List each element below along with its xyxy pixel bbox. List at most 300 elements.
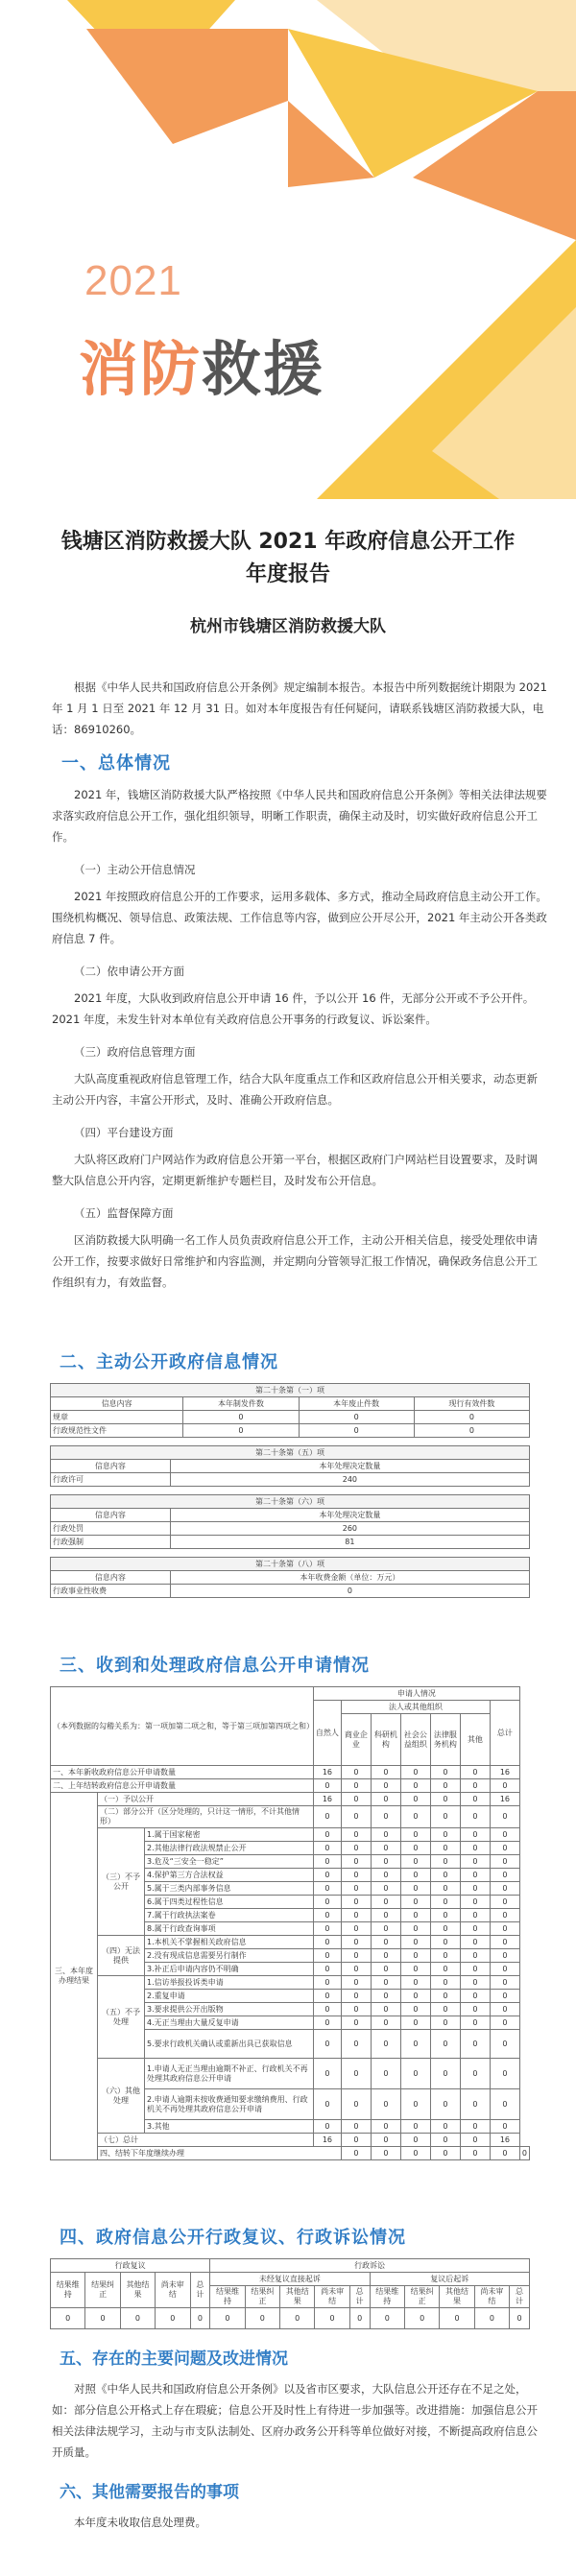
table-cell: 总计 bbox=[349, 2286, 370, 2308]
table-value-cell: 0 bbox=[490, 1990, 519, 2003]
table-value-cell: 0 bbox=[490, 2030, 519, 2059]
table-value-cell: 0 bbox=[371, 1882, 400, 1896]
table-cell: 法律服务机构 bbox=[430, 1714, 460, 1766]
table-value-cell: 0 bbox=[280, 2308, 315, 2329]
table-cell: 四、结转下年度继续办理 bbox=[98, 2147, 342, 2160]
table-value-cell: 0 bbox=[490, 1976, 519, 1990]
section-1-paragraph: 2021 年，钱塘区消防救援大队严格按照《中华人民共和国政府信息公开条例》等相关法律法规要求落实政府信息公开工作，强化组织领导，明晰工作职责，确保主动及时，切实做好政府信息公开工作。 bbox=[52, 788, 547, 844]
banner bbox=[0, 0, 576, 499]
table-value-cell: 0 bbox=[313, 2016, 341, 2030]
table-value-cell: 0 bbox=[400, 1922, 430, 1936]
table-value-cell: 0 bbox=[313, 2003, 341, 2016]
table-value-cell: 0 bbox=[341, 1869, 371, 1882]
table-cell: 结果维持 bbox=[51, 2273, 85, 2308]
table-value-cell: 0 bbox=[210, 2308, 245, 2329]
table-cell: 本年处理决定数量 bbox=[170, 1509, 529, 1522]
table-cell: 未经复议直接起诉 bbox=[210, 2273, 370, 2286]
table-cell: 复议后起诉 bbox=[370, 2273, 529, 2286]
table-value-cell: 0 bbox=[341, 2030, 371, 2059]
table-cell: 3.其他 bbox=[145, 2120, 314, 2134]
table-value-cell: 0 bbox=[404, 2308, 439, 2329]
table-cell: 2.重复申请 bbox=[145, 1990, 314, 2003]
section-6-heading: 六、其他需要报告的事项 bbox=[60, 2483, 239, 2502]
table-value-cell: 0 bbox=[430, 1882, 460, 1896]
document-title-line2: 年度报告 bbox=[245, 562, 330, 586]
table-value-cell: 0 bbox=[371, 2030, 400, 2059]
banner-title-part-a: 消防 bbox=[79, 334, 203, 404]
table-value-cell: 0 bbox=[341, 1990, 371, 2003]
table-value-cell: 0 bbox=[341, 1766, 371, 1779]
table-value-cell: 0 bbox=[371, 1909, 400, 1922]
banner-title-part-b: 救援 bbox=[202, 334, 325, 404]
table-value-cell: 0 bbox=[400, 1766, 430, 1779]
table-value-cell: 0 bbox=[400, 2120, 430, 2134]
table-value-cell: 0 bbox=[400, 2030, 430, 2059]
table-cell: 其他 bbox=[460, 1714, 490, 1766]
table-cell: 现行有效件数 bbox=[414, 1397, 529, 1411]
table-cell: 结果纠正 bbox=[245, 2286, 279, 2308]
table-cell: 申请人情况 bbox=[313, 1687, 519, 1701]
table-value-cell: 0 bbox=[341, 1855, 371, 1869]
table-value-cell: 0 bbox=[460, 1976, 490, 1990]
table-cell: 5.要求行政机关确认或重新出具已获取信息 bbox=[145, 2030, 314, 2059]
table-value-cell: 0 bbox=[341, 2147, 371, 2160]
table-value-cell: 0 bbox=[245, 2308, 279, 2329]
table-cell: 1.信访举报投诉类申请 bbox=[145, 1976, 314, 1990]
table-cell: 尚未审结 bbox=[315, 2286, 349, 2308]
table-value-cell: 0 bbox=[460, 1828, 490, 1842]
table-cell: 2.没有现成信息需要另行制作 bbox=[145, 1949, 314, 1963]
banner-graphic bbox=[0, 0, 576, 499]
table-cell: 一、本年新收政府信息公开申请数量 bbox=[51, 1766, 314, 1779]
table-cell: 第二十条第（六）项 bbox=[51, 1495, 530, 1509]
table-value-cell: 0 bbox=[460, 2030, 490, 2059]
table-value-cell: 0 bbox=[313, 1855, 341, 1869]
table-cell: 总计 bbox=[490, 1701, 519, 1766]
table-cell: 0 bbox=[170, 1585, 529, 1598]
table-value-cell: 0 bbox=[313, 1896, 341, 1909]
table-cell: 信息内容 bbox=[51, 1571, 171, 1585]
table-value-cell: 0 bbox=[400, 1896, 430, 1909]
table-cell: 总计 bbox=[190, 2273, 210, 2308]
table-value-cell: 0 bbox=[490, 1963, 519, 1976]
table-value-cell: 0 bbox=[120, 2308, 155, 2329]
table-cell: 结果维持 bbox=[210, 2286, 245, 2308]
table-cell: 其他结果 bbox=[280, 2286, 315, 2308]
table-cell: 本年处理决定数量 bbox=[170, 1460, 529, 1473]
table-value-cell: 0 bbox=[430, 2059, 460, 2089]
table-cell: 行政规范性文件 bbox=[51, 1424, 183, 1438]
table-cell: 行政事业性收费 bbox=[51, 1585, 171, 1598]
table-value-cell: 0 bbox=[460, 1882, 490, 1896]
table-value-cell: 0 bbox=[371, 1869, 400, 1882]
table-cell: 0 bbox=[414, 1424, 529, 1438]
document-subtitle: 杭州市钱塘区消防救援大队 bbox=[190, 617, 386, 636]
table-cell: 其他结果 bbox=[440, 2286, 474, 2308]
table-value-cell: 0 bbox=[341, 1922, 371, 1936]
table-value-cell: 16 bbox=[313, 1766, 341, 1779]
table-cell: 8.属于行政查询事项 bbox=[145, 1922, 314, 1936]
section-4-heading: 四、政府信息公开行政复议、行政诉讼情况 bbox=[60, 2228, 406, 2248]
table-cell: 3.危及“三安全一稳定” bbox=[145, 1855, 314, 1869]
subsection-2-heading: （二）依申请公开方面 bbox=[74, 965, 184, 978]
table-value-cell: 16 bbox=[313, 1793, 341, 1806]
table-value-cell: 0 bbox=[400, 1806, 430, 1828]
table-cell: 结果纠正 bbox=[404, 2286, 439, 2308]
table-value-cell: 0 bbox=[400, 2059, 430, 2089]
table-value-cell: 0 bbox=[313, 1922, 341, 1936]
table-cell: 4.保护第三方合法权益 bbox=[145, 1869, 314, 1882]
table-cell: 科研机构 bbox=[371, 1714, 400, 1766]
table-value-cell: 0 bbox=[341, 1882, 371, 1896]
table-cell: 行政诉讼 bbox=[210, 2259, 530, 2273]
proactive-disclosure-table bbox=[50, 1383, 530, 1438]
table-value-cell: 0 bbox=[341, 2120, 371, 2134]
table-cell: 尚未审结 bbox=[156, 2273, 190, 2308]
subsection-4-heading: （四）平台建设方面 bbox=[74, 1126, 174, 1139]
table-value-cell: 0 bbox=[460, 2147, 490, 2160]
table-value-cell: 0 bbox=[430, 1828, 460, 1842]
table-value-cell: 16 bbox=[490, 1766, 519, 1779]
table-value-cell: 0 bbox=[440, 2308, 474, 2329]
table-value-cell: 0 bbox=[490, 2120, 519, 2134]
table-value-cell: 0 bbox=[430, 2134, 460, 2147]
table-value-cell: 0 bbox=[371, 1922, 400, 1936]
table-cell: 0 bbox=[183, 1411, 299, 1424]
table-value-cell: 0 bbox=[156, 2308, 190, 2329]
table-value-cell: 0 bbox=[430, 1963, 460, 1976]
table-value-cell: 0 bbox=[400, 1779, 430, 1793]
table-cell: 4.无正当理由大量反复申请 bbox=[145, 2016, 314, 2030]
section-5-paragraph: 对照《中华人民共和国政府信息公开条例》以及省市区要求，大队信息公开还存在不足之处，如：部分信息公开格式上存在瑕疵；信息公开及时性上有待进一步加强等。改进措施：加强信息公开相关法律法规学习，主动与市支队法制处、区府办政务公开科等单位做好对接，不断提高政府信息公开质量。 bbox=[52, 2382, 538, 2459]
table-value-cell: 0 bbox=[490, 1828, 519, 1842]
table-cell: 1.本机关不掌握相关政府信息 bbox=[145, 1936, 314, 1949]
proactive-disclosure-table-8 bbox=[50, 1557, 530, 1598]
table-cell: 尚未审结 bbox=[474, 2286, 509, 2308]
table-value-cell: 0 bbox=[313, 2089, 341, 2120]
table-value-cell: 0 bbox=[430, 1922, 460, 1936]
table-value-cell: 0 bbox=[460, 1779, 490, 1793]
table-value-cell: 0 bbox=[400, 2134, 430, 2147]
closing-sections bbox=[0, 2345, 576, 2533]
table-value-cell: 0 bbox=[313, 2120, 341, 2134]
table-cell: 信息内容 bbox=[51, 1460, 171, 1473]
table-cell: 本年制发件数 bbox=[183, 1397, 299, 1411]
table-value-cell: 0 bbox=[313, 1976, 341, 1990]
table-value-cell: 0 bbox=[400, 1909, 430, 1922]
table-value-cell: 0 bbox=[430, 1779, 460, 1793]
table-cell: 5.属于三类内部事务信息 bbox=[145, 1882, 314, 1896]
table-value-cell: 0 bbox=[371, 1779, 400, 1793]
subsection-4-paragraph: 大队将区政府门户网站作为政府信息公开第一平台，根据区政府门户网站栏目设置要求，及时调整大队信息公开内容，定期更新维护专题栏目，及时发布公开信息。 bbox=[52, 1153, 538, 1187]
table-value-cell: 0 bbox=[371, 2003, 400, 2016]
table-value-cell: 0 bbox=[400, 2147, 430, 2160]
table-value-cell: 0 bbox=[371, 2059, 400, 2089]
table-value-cell: 0 bbox=[371, 2089, 400, 2120]
application-handling-table bbox=[50, 1686, 530, 2160]
table-value-cell: 0 bbox=[371, 1855, 400, 1869]
table-value-cell: 0 bbox=[490, 1909, 519, 1922]
table-value-cell: 0 bbox=[400, 1949, 430, 1963]
table-value-cell: 0 bbox=[341, 2089, 371, 2120]
table-cell: 6.属于四类过程性信息 bbox=[145, 1896, 314, 1909]
table-value-cell: 0 bbox=[460, 2134, 490, 2147]
table-value-cell: 0 bbox=[313, 1806, 341, 1828]
table-value-cell: 0 bbox=[371, 2147, 400, 2160]
table-cell: 社会公益组织 bbox=[400, 1714, 430, 1766]
table-cell: 260 bbox=[170, 1522, 529, 1536]
table-value-cell: 0 bbox=[430, 1855, 460, 1869]
table-value-cell: 0 bbox=[315, 2308, 349, 2329]
table-value-cell: 0 bbox=[371, 1828, 400, 1842]
table-value-cell: 0 bbox=[400, 1793, 430, 1806]
table-cell: 规章 bbox=[51, 1411, 183, 1424]
subsection-5-heading: （五）监督保障方面 bbox=[74, 1206, 174, 1220]
table-cell: 信息内容 bbox=[51, 1397, 183, 1411]
table-cell: 3.补正后申请内容仍不明确 bbox=[145, 1963, 314, 1976]
table-value-cell: 0 bbox=[430, 1793, 460, 1806]
table-value-cell: 0 bbox=[430, 2003, 460, 2016]
table-cell: 本年收费金额（单位：万元） bbox=[170, 1571, 529, 1585]
table-value-cell: 0 bbox=[341, 2003, 371, 2016]
table-value-cell: 0 bbox=[313, 1869, 341, 1882]
table-cell: 2.其他法律行政法规禁止公开 bbox=[145, 1842, 314, 1855]
table-value-cell: 0 bbox=[490, 2089, 519, 2120]
review-litigation-table bbox=[50, 2258, 530, 2329]
section-6-paragraph: 本年度未收取信息处理费。 bbox=[74, 2516, 206, 2529]
table-value-cell: 16 bbox=[313, 2134, 341, 2147]
banner-shape-orange-left bbox=[86, 29, 288, 144]
subsection-1-paragraph: 2021 年按照政府信息公开的工作要求，运用多载体、多方式，推动全局政府信息主动公开工作。围绕机构概况、领导信息、政策法规、工作信息等内容，做到应公开尽公开，2021 年主动公开各类政府信息 7 件。 bbox=[52, 890, 547, 945]
table-value-cell: 0 bbox=[313, 2059, 341, 2089]
table-value-cell: 0 bbox=[341, 1793, 371, 1806]
table-cell: 结果纠正 bbox=[85, 2273, 120, 2308]
table-value-cell: 0 bbox=[313, 2030, 341, 2059]
table-cell: 81 bbox=[170, 1536, 529, 1549]
table-value-cell: 0 bbox=[313, 1990, 341, 2003]
table-cell: 行政强制 bbox=[51, 1536, 171, 1549]
table-value-cell: 0 bbox=[490, 1896, 519, 1909]
table-value-cell: 0 bbox=[371, 1793, 400, 1806]
table-value-cell: 0 bbox=[341, 2134, 371, 2147]
table-cell: 行政复议 bbox=[51, 2259, 210, 2273]
table-value-cell: 0 bbox=[400, 2003, 430, 2016]
table-cell: （二）部分公开（区分处理的，只计这一情形，不计其他情形） bbox=[98, 1806, 314, 1828]
table-value-cell: 0 bbox=[430, 1976, 460, 1990]
table-value-cell: 0 bbox=[400, 1842, 430, 1855]
table-value-cell: 0 bbox=[460, 1949, 490, 1963]
subsection-3-paragraph: 大队高度重视政府信息管理工作，结合大队年度重点工作和区政府信息公开相关要求，动态更新主动公开内容，丰富公开形式，及时、准确公开政府信息。 bbox=[52, 1072, 538, 1107]
table-value-cell: 0 bbox=[430, 2016, 460, 2030]
table-value-cell: 0 bbox=[510, 2308, 530, 2329]
table-cell: 0 bbox=[299, 1411, 414, 1424]
report-body bbox=[0, 677, 576, 1293]
table-cell: 行政处罚 bbox=[51, 1522, 171, 1536]
table-value-cell: 0 bbox=[341, 1896, 371, 1909]
table-cell: 三、本年度办理结果 bbox=[51, 1793, 98, 2160]
table-cell: 总计 bbox=[510, 2286, 530, 2308]
table-value-cell: 0 bbox=[490, 1869, 519, 1882]
table-value-cell: 0 bbox=[460, 1909, 490, 1922]
table-value-cell: 0 bbox=[490, 2003, 519, 2016]
table-value-cell: 0 bbox=[371, 1896, 400, 1909]
table-value-cell: 0 bbox=[400, 1869, 430, 1882]
table-cell: 7.属于行政执法案卷 bbox=[145, 1909, 314, 1922]
table-value-cell: 0 bbox=[400, 1855, 430, 1869]
table-cell: 自然人 bbox=[313, 1701, 341, 1766]
table-value-cell: 0 bbox=[371, 1990, 400, 2003]
table-value-cell: 0 bbox=[430, 2147, 460, 2160]
table-value-cell: 0 bbox=[460, 1896, 490, 1909]
table-value-cell: 0 bbox=[371, 1936, 400, 1949]
table-value-cell: 0 bbox=[460, 2016, 490, 2030]
table-cell: （七）总计 bbox=[98, 2134, 314, 2147]
table-value-cell: 0 bbox=[490, 1936, 519, 1949]
table-cell: （六）其他处理 bbox=[98, 2059, 145, 2134]
table-value-cell: 0 bbox=[460, 1922, 490, 1936]
table-value-cell: 0 bbox=[460, 1793, 490, 1806]
table-value-cell: 0 bbox=[430, 2120, 460, 2134]
document-title-line1: 钱塘区消防救援大队 2021 年政府信息公开工作 bbox=[60, 530, 516, 554]
table-value-cell: 0 bbox=[341, 1936, 371, 1949]
document-title bbox=[0, 526, 576, 591]
table-value-cell: 0 bbox=[313, 1963, 341, 1976]
table-cell: （三）不予公开 bbox=[98, 1828, 145, 1936]
table-value-cell: 0 bbox=[313, 1949, 341, 1963]
table-cell: （一）予以公开 bbox=[98, 1793, 314, 1806]
table-value-cell: 0 bbox=[519, 2147, 529, 2160]
table-value-cell: 0 bbox=[430, 1766, 460, 1779]
table-value-cell: 0 bbox=[490, 2059, 519, 2089]
table-value-cell: 0 bbox=[430, 1842, 460, 1855]
table-value-cell: 0 bbox=[490, 1842, 519, 1855]
banner-year: 2021 bbox=[84, 257, 182, 304]
table-cell: 行政许可 bbox=[51, 1473, 171, 1487]
table-value-cell: 0 bbox=[460, 1842, 490, 1855]
table-value-cell: 0 bbox=[341, 1976, 371, 1990]
section-1-heading: 一、总体情况 bbox=[61, 753, 171, 774]
table-value-cell: 0 bbox=[400, 1828, 430, 1842]
table-value-cell: 0 bbox=[341, 1779, 371, 1793]
table-cell: （本列数据的勾稽关系为：第一项加第二项之和，等于第三项加第四项之和） bbox=[51, 1687, 314, 1766]
table-value-cell: 0 bbox=[370, 2308, 404, 2329]
table-value-cell: 0 bbox=[371, 2016, 400, 2030]
table-value-cell: 0 bbox=[313, 1909, 341, 1922]
table-cell: 结果维持 bbox=[370, 2286, 404, 2308]
table-value-cell: 0 bbox=[313, 1779, 341, 1793]
table-value-cell: 16 bbox=[490, 1793, 519, 1806]
subsection-2-paragraph: 2021 年度，大队收到政府信息公开申请 16 件，予以公开 16 件，无部分公开或不予公开件。2021 年度，未发生针对本单位有关政府信息公开事务的行政复议、诉讼案件。 bbox=[52, 991, 535, 1026]
table-value-cell: 0 bbox=[85, 2308, 120, 2329]
table-value-cell: 0 bbox=[460, 2120, 490, 2134]
table-cell: 240 bbox=[170, 1473, 529, 1487]
table-cell: 第二十条第（五）项 bbox=[51, 1446, 530, 1460]
table-value-cell: 0 bbox=[313, 1828, 341, 1842]
table-value-cell: 0 bbox=[490, 1949, 519, 1963]
subsection-5-paragraph: 区消防救援大队明确一名工作人员负责政府信息公开工作，主动公开相关信息，接受处理依申请公开工作，按要求做好日常维护和内容监测，并定期向分管领导汇报工作情况，确保政务信息公开工作组织有力，有效监督。 bbox=[52, 1233, 538, 1289]
table-value-cell: 0 bbox=[400, 1976, 430, 1990]
table-cell: 其他结果 bbox=[120, 2273, 155, 2308]
table-value-cell: 0 bbox=[400, 1990, 430, 2003]
table-value-cell: 0 bbox=[460, 2003, 490, 2016]
table-value-cell: 0 bbox=[474, 2308, 509, 2329]
table-value-cell: 0 bbox=[430, 2030, 460, 2059]
table-value-cell: 0 bbox=[341, 1828, 371, 1842]
table-value-cell: 0 bbox=[490, 1922, 519, 1936]
table-value-cell: 0 bbox=[371, 1963, 400, 1976]
table-value-cell: 0 bbox=[190, 2308, 210, 2329]
table-value-cell: 0 bbox=[490, 1882, 519, 1896]
table-value-cell: 0 bbox=[460, 1869, 490, 1882]
table-value-cell: 0 bbox=[313, 1842, 341, 1855]
proactive-disclosure-table-5 bbox=[50, 1445, 530, 1487]
table-value-cell: 0 bbox=[430, 1806, 460, 1828]
proactive-disclosure-table-6 bbox=[50, 1494, 530, 1549]
table-cell: 1.属于国家秘密 bbox=[145, 1828, 314, 1842]
table-cell: 二、上年结转政府信息公开申请数量 bbox=[51, 1779, 314, 1793]
table-value-cell: 0 bbox=[430, 1909, 460, 1922]
table-cell: 信息内容 bbox=[51, 1509, 171, 1522]
table-value-cell: 0 bbox=[371, 1949, 400, 1963]
section-3-heading: 三、收到和处理政府信息公开申请情况 bbox=[60, 1656, 370, 1676]
table-cell: 3.要求提供公开出版物 bbox=[145, 2003, 314, 2016]
table-value-cell: 0 bbox=[430, 1869, 460, 1882]
table-cell: （五）不予处理 bbox=[98, 1976, 145, 2059]
table-value-cell: 0 bbox=[400, 1882, 430, 1896]
table-cell: 0 bbox=[414, 1411, 529, 1424]
table-value-cell: 0 bbox=[371, 2120, 400, 2134]
table-cell: （四）无法提供 bbox=[98, 1936, 145, 1976]
table-value-cell: 0 bbox=[490, 1855, 519, 1869]
table-value-cell: 0 bbox=[341, 1949, 371, 1963]
table-value-cell: 0 bbox=[490, 1806, 519, 1828]
table-value-cell: 0 bbox=[341, 2016, 371, 2030]
intro-paragraph: 根据《中华人民共和国政府信息公开条例》规定编制本报告。本报告中所列数据统计期限为 2021 年 1 月 1 日至 2021 年 12 月 31 日。如对本年度报告有任何疑问，请联系钱塘区消防救援大队，电话：86910260。 bbox=[52, 680, 547, 736]
table-value-cell: 0 bbox=[490, 1779, 519, 1793]
table-value-cell: 0 bbox=[341, 2059, 371, 2089]
table-value-cell: 0 bbox=[349, 2308, 370, 2329]
table-value-cell: 0 bbox=[51, 2308, 85, 2329]
table-value-cell: 0 bbox=[430, 1936, 460, 1949]
table-value-cell: 0 bbox=[400, 2089, 430, 2120]
table-value-cell: 0 bbox=[400, 1936, 430, 1949]
table-value-cell: 0 bbox=[371, 1976, 400, 1990]
section-2-heading: 二、主动公开政府信息情况 bbox=[60, 1352, 278, 1372]
table-value-cell: 0 bbox=[371, 2134, 400, 2147]
table-value-cell: 16 bbox=[490, 2134, 519, 2147]
table-cell: 0 bbox=[299, 1424, 414, 1438]
table-cell: 0 bbox=[183, 1424, 299, 1438]
table-value-cell: 0 bbox=[460, 2089, 490, 2120]
table-cell: 2.申请人逾期未按收费通知要求缴纳费用、行政机关不再处理其政府信息公开申请 bbox=[145, 2089, 314, 2120]
table-value-cell: 0 bbox=[460, 1855, 490, 1869]
table-value-cell: 0 bbox=[430, 1990, 460, 2003]
table-value-cell: 0 bbox=[430, 1949, 460, 1963]
table-value-cell: 0 bbox=[460, 1990, 490, 2003]
table-value-cell: 0 bbox=[341, 1806, 371, 1828]
table-value-cell: 0 bbox=[371, 1766, 400, 1779]
table-value-cell: 0 bbox=[430, 1896, 460, 1909]
table-value-cell: 0 bbox=[341, 1842, 371, 1855]
table-cell: 第二十条第（一）项 bbox=[51, 1384, 530, 1397]
table-value-cell: 0 bbox=[460, 1963, 490, 1976]
table-value-cell: 0 bbox=[460, 1766, 490, 1779]
table-value-cell: 0 bbox=[313, 1936, 341, 1949]
subsection-3-heading: （三）政府信息管理方面 bbox=[74, 1045, 196, 1059]
table-value-cell: 0 bbox=[400, 2016, 430, 2030]
section-5-heading: 五、存在的主要问题及改进情况 bbox=[60, 2349, 288, 2369]
subsection-1-heading: （一）主动公开信息情况 bbox=[74, 863, 196, 876]
